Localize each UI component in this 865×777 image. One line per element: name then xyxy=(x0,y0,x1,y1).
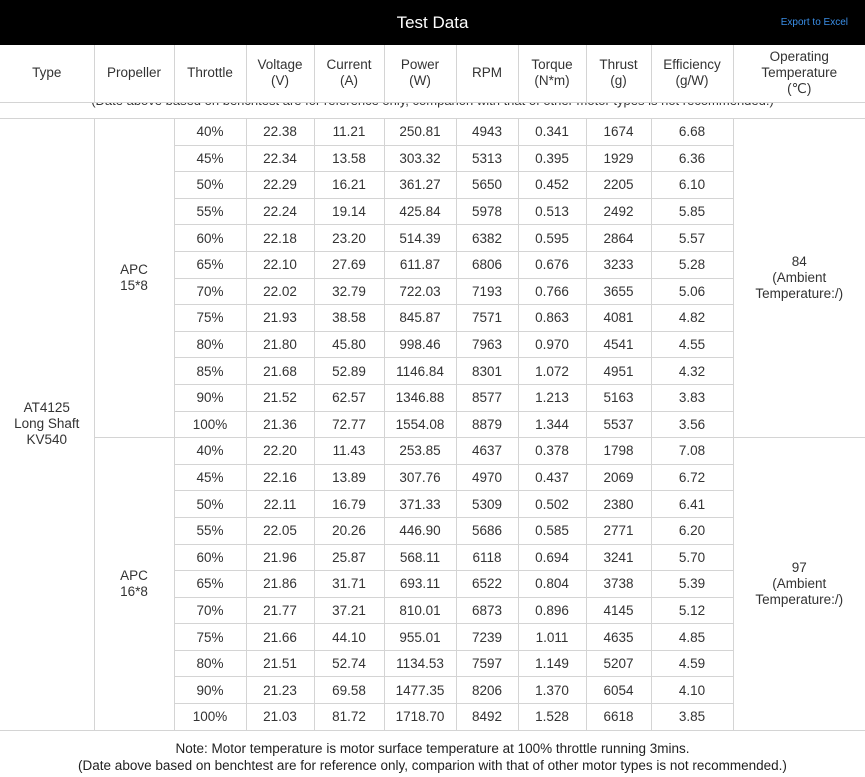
power-cell: 810.01 xyxy=(384,597,456,624)
throttle-cell: 50% xyxy=(174,172,246,199)
rpm-cell: 4943 xyxy=(456,119,518,146)
rpm-cell: 8206 xyxy=(456,677,518,704)
voltage-cell: 22.24 xyxy=(246,198,314,225)
rpm-cell: 7193 xyxy=(456,278,518,305)
thrust-cell: 3655 xyxy=(586,278,651,305)
current-cell: 62.57 xyxy=(314,384,384,411)
efficiency-cell: 5.70 xyxy=(651,544,733,571)
efficiency-cell: 5.12 xyxy=(651,597,733,624)
voltage-cell: 21.86 xyxy=(246,571,314,598)
torque-cell: 0.378 xyxy=(518,438,586,465)
rpm-cell: 7963 xyxy=(456,331,518,358)
voltage-cell: 21.77 xyxy=(246,597,314,624)
title-bar xyxy=(0,0,865,45)
propeller-cell: APC 16*8 xyxy=(94,438,174,731)
torque-cell: 0.437 xyxy=(518,464,586,491)
efficiency-cell: 4.10 xyxy=(651,677,733,704)
voltage-cell: 21.93 xyxy=(246,305,314,332)
column-header-torque: Torque (N*m) xyxy=(518,45,586,102)
current-cell: 32.79 xyxy=(314,278,384,305)
thrust-cell: 2492 xyxy=(586,198,651,225)
footer-note-line1: Note: Motor temperature is motor surface temperature at 100% throttle running 3mins. xyxy=(175,741,690,756)
torque-cell: 0.896 xyxy=(518,597,586,624)
current-cell: 31.71 xyxy=(314,571,384,598)
voltage-cell: 21.03 xyxy=(246,704,314,731)
table-header-region xyxy=(0,45,865,119)
throttle-cell: 45% xyxy=(174,145,246,172)
throttle-cell: 40% xyxy=(174,438,246,465)
column-header-propeller: Propeller xyxy=(94,45,174,102)
voltage-cell: 22.16 xyxy=(246,464,314,491)
torque-cell: 0.863 xyxy=(518,305,586,332)
table-row xyxy=(0,438,865,465)
current-cell: 27.69 xyxy=(314,251,384,278)
throttle-cell: 70% xyxy=(174,597,246,624)
rpm-cell: 5978 xyxy=(456,198,518,225)
thrust-cell: 3233 xyxy=(586,251,651,278)
rpm-cell: 5686 xyxy=(456,517,518,544)
throttle-cell: 90% xyxy=(174,677,246,704)
power-cell: 425.84 xyxy=(384,198,456,225)
thrust-cell: 3241 xyxy=(586,544,651,571)
rpm-cell: 6806 xyxy=(456,251,518,278)
throttle-cell: 85% xyxy=(174,358,246,385)
throttle-cell: 60% xyxy=(174,544,246,571)
efficiency-cell: 6.10 xyxy=(651,172,733,199)
thrust-cell: 6618 xyxy=(586,704,651,731)
export-to-excel-link[interactable]: Export to Excel xyxy=(780,17,848,28)
efficiency-cell: 4.32 xyxy=(651,358,733,385)
rpm-cell: 5313 xyxy=(456,145,518,172)
power-cell: 955.01 xyxy=(384,624,456,651)
current-cell: 37.21 xyxy=(314,597,384,624)
torque-cell: 1.344 xyxy=(518,411,586,438)
torque-cell: 1.011 xyxy=(518,624,586,651)
column-header-throttle: Throttle xyxy=(174,45,246,102)
power-cell: 514.39 xyxy=(384,225,456,252)
torque-cell: 0.513 xyxy=(518,198,586,225)
efficiency-cell: 6.72 xyxy=(651,464,733,491)
efficiency-cell: 5.28 xyxy=(651,251,733,278)
efficiency-cell: 7.08 xyxy=(651,438,733,465)
efficiency-cell: 4.59 xyxy=(651,650,733,677)
operating-temperature-cell: 97 (Ambient Temperature:/) xyxy=(733,438,865,731)
power-cell: 371.33 xyxy=(384,491,456,518)
torque-cell: 0.595 xyxy=(518,225,586,252)
thrust-cell: 1929 xyxy=(586,145,651,172)
efficiency-cell: 4.55 xyxy=(651,331,733,358)
current-cell: 38.58 xyxy=(314,305,384,332)
throttle-cell: 75% xyxy=(174,305,246,332)
torque-cell: 0.395 xyxy=(518,145,586,172)
efficiency-cell: 6.20 xyxy=(651,517,733,544)
table-row xyxy=(0,119,865,146)
thrust-cell: 4081 xyxy=(586,305,651,332)
voltage-cell: 21.36 xyxy=(246,411,314,438)
throttle-cell: 45% xyxy=(174,464,246,491)
power-cell: 611.87 xyxy=(384,251,456,278)
voltage-cell: 22.10 xyxy=(246,251,314,278)
rpm-cell: 8492 xyxy=(456,704,518,731)
thrust-cell: 4635 xyxy=(586,624,651,651)
current-cell: 23.20 xyxy=(314,225,384,252)
efficiency-cell: 5.39 xyxy=(651,571,733,598)
throttle-cell: 55% xyxy=(174,198,246,225)
torque-cell: 1.072 xyxy=(518,358,586,385)
thrust-cell: 2069 xyxy=(586,464,651,491)
thrust-cell: 4541 xyxy=(586,331,651,358)
column-header-power: Power (W) xyxy=(384,45,456,102)
column-header-thrust: Thrust (g) xyxy=(586,45,651,102)
torque-cell: 0.502 xyxy=(518,491,586,518)
thrust-cell: 4951 xyxy=(586,358,651,385)
footer-note-line2: (Date above based on benchtest are for reference only, comparion with that of other motor types is not recommended.) xyxy=(78,758,787,773)
throttle-cell: 80% xyxy=(174,331,246,358)
current-cell: 20.26 xyxy=(314,517,384,544)
efficiency-cell: 5.06 xyxy=(651,278,733,305)
torque-cell: 0.804 xyxy=(518,571,586,598)
power-cell: 845.87 xyxy=(384,305,456,332)
thrust-cell: 4145 xyxy=(586,597,651,624)
power-cell: 1477.35 xyxy=(384,677,456,704)
thrust-cell: 2380 xyxy=(586,491,651,518)
propeller-cell: APC 15*8 xyxy=(94,119,174,438)
rpm-cell: 4970 xyxy=(456,464,518,491)
power-cell: 253.85 xyxy=(384,438,456,465)
thrust-cell: 5537 xyxy=(586,411,651,438)
torque-cell: 0.970 xyxy=(518,331,586,358)
efficiency-cell: 6.68 xyxy=(651,119,733,146)
voltage-cell: 22.29 xyxy=(246,172,314,199)
current-cell: 44.10 xyxy=(314,624,384,651)
column-header-rpm: RPM xyxy=(456,45,518,102)
current-cell: 81.72 xyxy=(314,704,384,731)
current-cell: 13.58 xyxy=(314,145,384,172)
current-cell: 19.14 xyxy=(314,198,384,225)
torque-cell: 0.452 xyxy=(518,172,586,199)
throttle-cell: 100% xyxy=(174,704,246,731)
power-cell: 1718.70 xyxy=(384,704,456,731)
torque-cell: 1.213 xyxy=(518,384,586,411)
voltage-cell: 22.38 xyxy=(246,119,314,146)
throttle-cell: 90% xyxy=(174,384,246,411)
torque-cell: 0.585 xyxy=(518,517,586,544)
throttle-cell: 60% xyxy=(174,225,246,252)
power-cell: 446.90 xyxy=(384,517,456,544)
voltage-cell: 22.20 xyxy=(246,438,314,465)
efficiency-cell: 3.83 xyxy=(651,384,733,411)
column-header-operating-temperature: Operating Temperature (℃) xyxy=(733,45,865,102)
current-cell: 69.58 xyxy=(314,677,384,704)
power-cell: 250.81 xyxy=(384,119,456,146)
operating-temperature-cell: 84 (Ambient Temperature:/) xyxy=(733,119,865,438)
thrust-cell: 1798 xyxy=(586,438,651,465)
torque-cell: 1.528 xyxy=(518,704,586,731)
voltage-cell: 21.68 xyxy=(246,358,314,385)
torque-cell: 0.766 xyxy=(518,278,586,305)
thrust-cell: 3738 xyxy=(586,571,651,598)
power-cell: 693.11 xyxy=(384,571,456,598)
throttle-cell: 65% xyxy=(174,251,246,278)
voltage-cell: 21.51 xyxy=(246,650,314,677)
throttle-cell: 50% xyxy=(174,491,246,518)
torque-cell: 1.149 xyxy=(518,650,586,677)
thrust-cell: 2205 xyxy=(586,172,651,199)
throttle-cell: 80% xyxy=(174,650,246,677)
rpm-cell: 6873 xyxy=(456,597,518,624)
rpm-cell: 7571 xyxy=(456,305,518,332)
power-cell: 361.27 xyxy=(384,172,456,199)
thrust-cell: 1674 xyxy=(586,119,651,146)
current-cell: 11.21 xyxy=(314,119,384,146)
test-data-table xyxy=(0,118,865,731)
current-cell: 16.79 xyxy=(314,491,384,518)
rpm-cell: 8577 xyxy=(456,384,518,411)
voltage-cell: 22.18 xyxy=(246,225,314,252)
rpm-cell: 7239 xyxy=(456,624,518,651)
throttle-cell: 100% xyxy=(174,411,246,438)
current-cell: 13.89 xyxy=(314,464,384,491)
throttle-cell: 70% xyxy=(174,278,246,305)
power-cell: 568.11 xyxy=(384,544,456,571)
rpm-cell: 6118 xyxy=(456,544,518,571)
current-cell: 25.87 xyxy=(314,544,384,571)
throttle-cell: 55% xyxy=(174,517,246,544)
thrust-cell: 6054 xyxy=(586,677,651,704)
current-cell: 52.89 xyxy=(314,358,384,385)
power-cell: 1346.88 xyxy=(384,384,456,411)
thrust-cell: 2864 xyxy=(586,225,651,252)
efficiency-cell: 4.82 xyxy=(651,305,733,332)
torque-cell: 1.370 xyxy=(518,677,586,704)
power-cell: 722.03 xyxy=(384,278,456,305)
throttle-cell: 75% xyxy=(174,624,246,651)
efficiency-cell: 3.56 xyxy=(651,411,733,438)
torque-cell: 0.341 xyxy=(518,119,586,146)
efficiency-cell: 3.85 xyxy=(651,704,733,731)
efficiency-cell: 5.57 xyxy=(651,225,733,252)
voltage-cell: 22.34 xyxy=(246,145,314,172)
column-header-current: Current (A) xyxy=(314,45,384,102)
power-cell: 303.32 xyxy=(384,145,456,172)
rpm-cell: 5650 xyxy=(456,172,518,199)
motor-type-cell: AT4125 Long Shaft KV540 xyxy=(0,119,94,731)
efficiency-cell: 4.85 xyxy=(651,624,733,651)
power-cell: 998.46 xyxy=(384,331,456,358)
voltage-cell: 22.11 xyxy=(246,491,314,518)
rpm-cell: 7597 xyxy=(456,650,518,677)
page-title: Test Data xyxy=(396,13,469,32)
efficiency-cell: 6.41 xyxy=(651,491,733,518)
power-cell: 1134.53 xyxy=(384,650,456,677)
voltage-cell: 21.23 xyxy=(246,677,314,704)
power-cell: 1146.84 xyxy=(384,358,456,385)
power-cell: 1554.08 xyxy=(384,411,456,438)
torque-cell: 0.694 xyxy=(518,544,586,571)
rpm-cell: 8879 xyxy=(456,411,518,438)
voltage-cell: 22.02 xyxy=(246,278,314,305)
torque-cell: 0.676 xyxy=(518,251,586,278)
efficiency-cell: 5.85 xyxy=(651,198,733,225)
column-header-voltage: Voltage (V) xyxy=(246,45,314,102)
voltage-cell: 21.52 xyxy=(246,384,314,411)
column-header-efficiency: Efficiency (g/W) xyxy=(651,45,733,102)
rpm-cell: 6522 xyxy=(456,571,518,598)
efficiency-cell: 6.36 xyxy=(651,145,733,172)
current-cell: 52.74 xyxy=(314,650,384,677)
rpm-cell: 8301 xyxy=(456,358,518,385)
table-header xyxy=(0,45,865,103)
rpm-cell: 4637 xyxy=(456,438,518,465)
current-cell: 16.21 xyxy=(314,172,384,199)
current-cell: 11.43 xyxy=(314,438,384,465)
current-cell: 72.77 xyxy=(314,411,384,438)
throttle-cell: 65% xyxy=(174,571,246,598)
column-header-type: Type xyxy=(0,45,94,102)
voltage-cell: 21.80 xyxy=(246,331,314,358)
rpm-cell: 5309 xyxy=(456,491,518,518)
header-row xyxy=(0,45,865,102)
power-cell: 307.76 xyxy=(384,464,456,491)
thrust-cell: 5207 xyxy=(586,650,651,677)
thrust-cell: 5163 xyxy=(586,384,651,411)
rpm-cell: 6382 xyxy=(456,225,518,252)
footer-note xyxy=(0,730,865,777)
voltage-cell: 21.96 xyxy=(246,544,314,571)
throttle-cell: 40% xyxy=(174,119,246,146)
voltage-cell: 22.05 xyxy=(246,517,314,544)
voltage-cell: 21.66 xyxy=(246,624,314,651)
thrust-cell: 2771 xyxy=(586,517,651,544)
current-cell: 45.80 xyxy=(314,331,384,358)
